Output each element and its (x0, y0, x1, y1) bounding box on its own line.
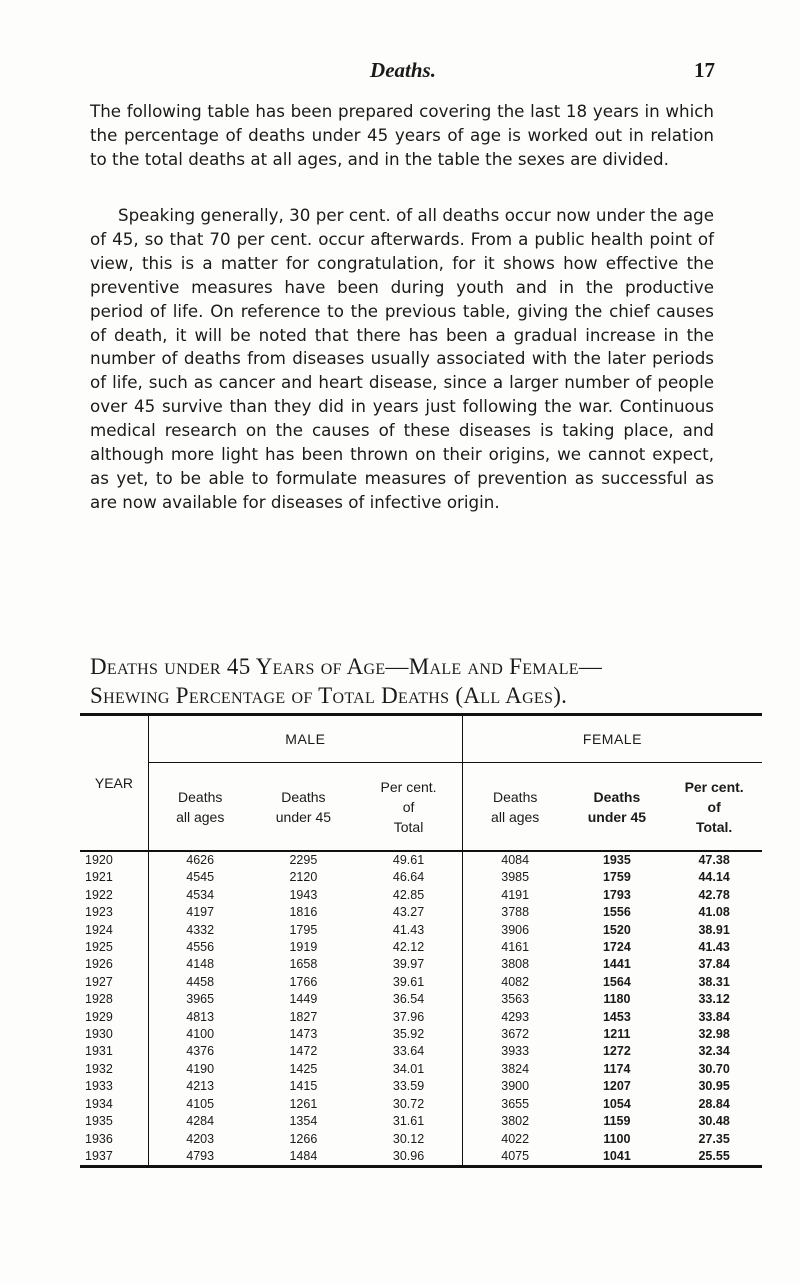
table-row (80, 1078, 762, 1095)
male-deaths-under45-cell: 1816 (289, 905, 318, 920)
female-deaths-under45-cell: 1100 (603, 1131, 631, 1146)
male-deaths-all-cell: 3965 (186, 992, 215, 1007)
table-row (80, 991, 762, 1008)
year-cell: 1937 (80, 1148, 148, 1167)
female-percent-cell: 30.48 (698, 1114, 730, 1129)
year-cell: 1934 (80, 1096, 148, 1113)
male-percent-cell: 33.59 (392, 1079, 425, 1094)
female-deaths-under45-cell: 1174 (603, 1061, 631, 1076)
female-percent-cell: 30.70 (698, 1061, 730, 1076)
female-percent-cell: 38.31 (698, 974, 730, 989)
table-row (80, 851, 762, 869)
male-deaths-under45-header: Deaths under 45 (252, 763, 356, 852)
male-percent-cell: 39.97 (392, 957, 425, 972)
female-percent-cell: 41.43 (698, 940, 730, 955)
male-percent-cell: 30.72 (392, 1096, 425, 1111)
female-deaths-all-cell: 4022 (462, 1131, 567, 1148)
female-deaths-all-cell: 4293 (462, 1009, 567, 1026)
female-deaths-all-cell: 3824 (462, 1061, 567, 1078)
male-percent-cell: 41.43 (392, 922, 425, 937)
female-deaths-under45-cell: 1724 (602, 940, 631, 955)
table-row (80, 904, 762, 921)
table-title-line-1: Deaths under 45 Years of Age—Male and Female— (90, 654, 603, 679)
female-percent-header: Per cent. of Total. (666, 763, 762, 852)
page-number: 17 (694, 58, 715, 82)
year-cell: 1933 (80, 1078, 148, 1095)
year-cell: 1922 (80, 887, 148, 904)
female-deaths-under45-cell: 1556 (602, 905, 631, 920)
female-deaths-all-cell: 4082 (462, 974, 567, 991)
year-cell: 1926 (80, 956, 148, 973)
male-deaths-under45-cell: 2295 (289, 853, 318, 867)
male-percent-cell: 31.61 (392, 1114, 425, 1129)
male-deaths-all-cell: 4813 (186, 1009, 215, 1024)
female-deaths-all-cell: 3933 (462, 1043, 567, 1060)
discussion-paragraph: Speaking generally, 30 per cent. of all deaths occur now under the age of 45, so that 70 per cent. occur afterwards. From a public health point of view, this is a matter for congratulation, for it shows how effective the preventive measures have been during youth and in the productive period of life. On reference to the previous table, giving the chief causes of death, it will be noted that there has been a gradual increase in the number of deaths from diseases usually associated with the later periods of life, such as cancer and heart disease, since a larger number of people over 45 survive than they did in years just following the war. Continuous medical research on the causes of these diseases is taking place, and although more light has been thrown on their origins, we cannot expect, as yet, to be able to formulate measures of prevention as successful as are now available for diseases of infective origin. (90, 205, 714, 512)
male-deaths-all-header: Deaths all ages (148, 763, 251, 852)
year-cell: 1920 (80, 851, 148, 869)
year-cell: 1931 (80, 1043, 148, 1060)
female-deaths-all-cell: 3906 (462, 922, 567, 939)
male-deaths-under45-cell: 1658 (289, 957, 318, 972)
female-deaths-all-cell: 3563 (462, 991, 567, 1008)
female-deaths-all-cell: 4161 (462, 939, 567, 956)
female-deaths-all-cell: 3985 (462, 869, 567, 886)
female-percent-cell: 33.84 (698, 1009, 730, 1024)
male-deaths-under45-cell: 2120 (289, 870, 318, 885)
male-percent-cell: 42.85 (392, 887, 425, 902)
male-deaths-under45-cell: 1943 (289, 887, 318, 902)
male-deaths-all-cell: 4556 (186, 940, 215, 955)
female-percent-cell: 42.78 (698, 887, 730, 902)
female-deaths-under45-cell: 1793 (602, 887, 631, 902)
male-deaths-under45-cell: 1266 (289, 1131, 318, 1146)
male-deaths-all-cell: 4190 (186, 1061, 215, 1076)
year-cell: 1927 (80, 974, 148, 991)
female-deaths-under45-cell: 1520 (602, 922, 631, 937)
male-deaths-under45-cell: 1472 (289, 1044, 318, 1059)
male-percent-cell: 30.96 (355, 1148, 462, 1167)
male-deaths-all-cell: 4626 (186, 853, 215, 867)
year-cell: 1921 (80, 869, 148, 886)
table-row (80, 869, 762, 886)
male-deaths-under45-cell: 1795 (289, 922, 318, 937)
male-deaths-under45-cell: 1449 (289, 992, 318, 1007)
male-deaths-all-cell: 4793 (148, 1148, 251, 1167)
female-deaths-under45-cell: 1564 (602, 974, 631, 989)
male-percent-cell: 30.12 (392, 1131, 425, 1146)
female-percent-cell: 30.95 (698, 1079, 730, 1094)
table-row (80, 1026, 762, 1043)
female-percent-cell: 28.84 (698, 1096, 730, 1111)
table-row (80, 887, 762, 904)
running-title: Deaths. (370, 58, 436, 82)
male-deaths-all-cell: 4284 (186, 1114, 215, 1129)
female-deaths-all-cell: 3655 (462, 1096, 567, 1113)
male-deaths-all-cell: 4105 (186, 1096, 215, 1111)
male-percent-cell: 34.01 (392, 1061, 425, 1076)
female-deaths-under45-cell: 1159 (603, 1114, 631, 1129)
table-row (80, 1009, 762, 1026)
table-row (80, 939, 762, 956)
male-percent-cell: 43.27 (392, 905, 425, 920)
male-deaths-under45-cell: 1261 (289, 1096, 318, 1111)
year-cell: 1929 (80, 1009, 148, 1026)
male-deaths-all-cell: 4534 (186, 887, 215, 902)
male-deaths-under45-cell: 1415 (289, 1079, 318, 1094)
male-deaths-all-cell: 4148 (186, 957, 215, 972)
table-title-line-2: Shewing Percentage of Total Deaths (All Ages). (90, 683, 568, 708)
male-percent-cell: 37.96 (392, 1009, 425, 1024)
female-deaths-under45-cell: 1935 (602, 853, 631, 867)
female-deaths-under45-cell: 1054 (602, 1096, 631, 1111)
male-percent-cell: 36.54 (392, 992, 425, 1007)
male-percent-cell: 49.61 (392, 853, 425, 867)
year-header: YEAR (80, 715, 148, 852)
page-header (0, 58, 800, 98)
female-deaths-all-cell: 3802 (462, 1113, 567, 1130)
female-deaths-under45-cell: 1180 (603, 992, 631, 1007)
male-deaths-all-cell: 4100 (186, 1027, 215, 1042)
female-deaths-all-cell: 4084 (462, 851, 567, 869)
male-percent-cell: 39.61 (392, 974, 425, 989)
male-deaths-all-cell: 4203 (186, 1131, 215, 1146)
female-deaths-all-cell: 3900 (462, 1078, 567, 1095)
female-deaths-under45-cell: 1211 (603, 1027, 631, 1042)
female-percent-cell: 25.55 (666, 1148, 762, 1167)
male-deaths-under45-cell: 1425 (289, 1061, 318, 1076)
female-deaths-under45-cell: 1441 (602, 957, 631, 972)
male-deaths-under45-cell: 1484 (252, 1148, 356, 1167)
year-cell: 1928 (80, 991, 148, 1008)
year-cell: 1930 (80, 1026, 148, 1043)
female-percent-cell: 32.98 (698, 1027, 730, 1042)
male-deaths-under45-cell: 1473 (289, 1027, 318, 1042)
female-deaths-under45-cell: 1759 (602, 870, 631, 885)
female-deaths-under45-cell: 1272 (602, 1044, 631, 1059)
female-deaths-all-header: Deaths all ages (462, 763, 567, 852)
female-deaths-all-cell: 4075 (462, 1148, 567, 1167)
male-deaths-all-cell: 4458 (186, 974, 215, 989)
male-percent-cell: 35.92 (392, 1027, 425, 1042)
female-deaths-all-cell: 3672 (462, 1026, 567, 1043)
table-row (80, 1131, 762, 1148)
male-percent-header: Per cent. of Total (355, 763, 462, 852)
male-deaths-all-cell: 4545 (186, 870, 215, 885)
table-row (80, 922, 762, 939)
female-percent-cell: 47.38 (698, 853, 730, 867)
year-cell: 1925 (80, 939, 148, 956)
female-percent-cell: 38.91 (698, 922, 730, 937)
female-deaths-under45-cell: 1207 (602, 1079, 631, 1094)
year-cell: 1935 (80, 1113, 148, 1130)
intro-paragraph: The following table has been prepared covering the last 18 years in which the percentage of deaths under 45 years of age is worked out in relation to the total deaths at all ages, and in the table the sexes are divided. (90, 101, 714, 169)
table-row (80, 1113, 762, 1130)
female-deaths-all-cell: 3788 (462, 904, 567, 921)
male-deaths-under45-cell: 1354 (289, 1114, 318, 1129)
table-row (80, 1043, 762, 1060)
year-cell: 1924 (80, 922, 148, 939)
deaths-table (80, 713, 762, 1168)
female-deaths-under45-cell: 1453 (602, 1009, 631, 1024)
table-row (80, 974, 762, 991)
female-percent-cell: 44.14 (698, 870, 730, 885)
male-deaths-under45-cell: 1919 (289, 940, 318, 955)
female-percent-cell: 37.84 (698, 957, 730, 972)
male-percent-cell: 42.12 (392, 940, 425, 955)
table-row (80, 1148, 762, 1167)
male-percent-cell: 33.64 (392, 1044, 425, 1059)
male-deaths-all-cell: 4197 (186, 905, 215, 920)
table-row (80, 1096, 762, 1113)
female-percent-cell: 27.35 (698, 1131, 730, 1146)
female-percent-cell: 41.08 (698, 905, 730, 920)
table-row (80, 1061, 762, 1078)
table-row (80, 956, 762, 973)
year-cell: 1932 (80, 1061, 148, 1078)
female-percent-cell: 32.34 (698, 1044, 730, 1059)
male-deaths-all-cell: 4213 (186, 1079, 215, 1094)
female-deaths-all-cell: 4191 (462, 887, 567, 904)
male-deaths-under45-cell: 1766 (289, 974, 318, 989)
female-deaths-all-cell: 3808 (462, 956, 567, 973)
female-deaths-under45-header: Deaths under 45 (568, 763, 667, 852)
male-deaths-under45-cell: 1827 (289, 1009, 318, 1024)
female-deaths-under45-cell: 1041 (568, 1148, 667, 1167)
female-percent-cell: 33.12 (698, 992, 730, 1007)
table-body (80, 851, 762, 1167)
year-cell: 1936 (80, 1131, 148, 1148)
male-header: MALE (148, 715, 462, 763)
male-deaths-all-cell: 4332 (186, 922, 215, 937)
female-header: FEMALE (462, 715, 762, 763)
male-percent-cell: 46.64 (392, 870, 425, 885)
male-deaths-all-cell: 4376 (186, 1044, 215, 1059)
table-title (90, 652, 750, 710)
year-cell: 1923 (80, 904, 148, 921)
